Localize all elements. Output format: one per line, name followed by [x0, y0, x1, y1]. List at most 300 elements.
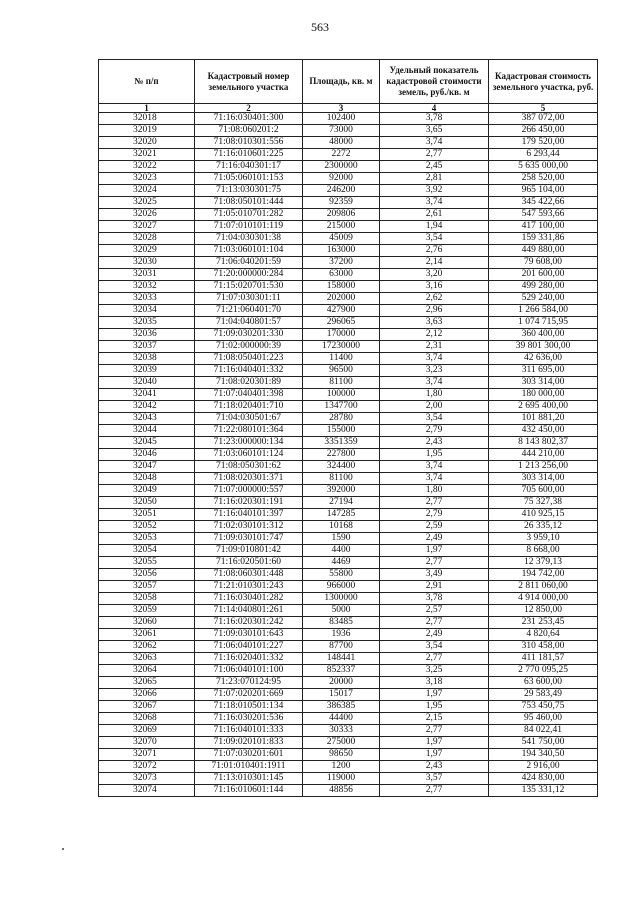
cell-cadastral-value: 310 458,00: [489, 641, 598, 653]
cell-cadastral-number: 71:01:010401:1911: [195, 761, 303, 773]
cell-specific-value: 3,63: [380, 317, 489, 329]
cell-specific-value: 2,79: [380, 425, 489, 437]
cell-area: 148441: [303, 653, 380, 665]
cell-cadastral-number: 71:23:070124:95: [195, 677, 303, 689]
table-row: [99, 557, 598, 569]
table-row: [99, 149, 598, 161]
table-row: [99, 317, 598, 329]
cell-cadastral-number: 71:16:040101:333: [195, 725, 303, 737]
cell-row-number: 32051: [99, 509, 195, 521]
cell-cadastral-number: 71:08:060301:448: [195, 569, 303, 581]
cell-row-number: 32055: [99, 557, 195, 569]
cell-row-number: 32052: [99, 521, 195, 533]
cell-row-number: 32063: [99, 653, 195, 665]
cell-row-number: 32053: [99, 533, 195, 545]
column-number-row: [99, 104, 598, 113]
cell-row-number: 32032: [99, 281, 195, 293]
cell-row-number: 32033: [99, 293, 195, 305]
cell-cadastral-number: 71:07:010101:119: [195, 221, 303, 233]
cell-specific-value: 3,20: [380, 269, 489, 281]
cell-area: 81100: [303, 473, 380, 485]
cell-cadastral-number: 71:03:060101:104: [195, 245, 303, 257]
cell-area: 92359: [303, 197, 380, 209]
cell-cadastral-number: 71:05:010701:282: [195, 209, 303, 221]
cell-row-number: 32030: [99, 257, 195, 269]
cell-area: 100000: [303, 389, 380, 401]
cell-area: 55800: [303, 569, 380, 581]
cell-specific-value: 3,54: [380, 641, 489, 653]
cell-row-number: 32023: [99, 173, 195, 185]
table-row: [99, 677, 598, 689]
cell-cadastral-number: 71:16:010601:225: [195, 149, 303, 161]
cell-area: 386385: [303, 701, 380, 713]
cell-row-number: 32060: [99, 617, 195, 629]
cell-area: 37200: [303, 257, 380, 269]
cell-row-number: 32072: [99, 761, 195, 773]
cell-cadastral-number: 71:16:020301:191: [195, 497, 303, 509]
cell-cadastral-value: 311 695,00: [489, 365, 598, 377]
cell-row-number: 32036: [99, 329, 195, 341]
cell-area: 1347700: [303, 401, 380, 413]
cell-row-number: 32046: [99, 449, 195, 461]
cell-area: 296065: [303, 317, 380, 329]
cell-specific-value: 2,77: [380, 149, 489, 161]
cell-specific-value: 1,94: [380, 221, 489, 233]
cell-cadastral-number: 71:02:000000:39: [195, 341, 303, 353]
cell-area: 30333: [303, 725, 380, 737]
table-row: [99, 521, 598, 533]
cell-cadastral-value: 2 916,00: [489, 761, 598, 773]
cell-cadastral-number: 71:09:020101:833: [195, 737, 303, 749]
cell-area: 215000: [303, 221, 380, 233]
cell-row-number: 32064: [99, 665, 195, 677]
cell-cadastral-number: 71:08:010301:556: [195, 137, 303, 149]
cell-cadastral-value: 541 750,00: [489, 737, 598, 749]
cell-area: 2300000: [303, 161, 380, 173]
cell-cadastral-number: 71:06:040101:100: [195, 665, 303, 677]
cell-row-number: 32019: [99, 125, 195, 137]
cell-cadastral-number: 71:02:030101:312: [195, 521, 303, 533]
cell-cadastral-number: 71:07:000000:557: [195, 485, 303, 497]
header-area: Площадь, кв. м: [303, 60, 380, 104]
table-row: [99, 593, 598, 605]
cell-specific-value: 3,16: [380, 281, 489, 293]
cell-row-number: 32054: [99, 545, 195, 557]
cell-cadastral-value: 345 422,66: [489, 197, 598, 209]
cell-row-number: 32050: [99, 497, 195, 509]
cell-cadastral-number: 71:16:010601:144: [195, 785, 303, 797]
cell-cadastral-number: 71:05:060101:153: [195, 173, 303, 185]
cell-cadastral-number: 71:04:030501:67: [195, 413, 303, 425]
cell-cadastral-value: 159 331,86: [489, 233, 598, 245]
cell-cadastral-number: 71:13:030301:75: [195, 185, 303, 197]
cell-cadastral-value: 231 253,45: [489, 617, 598, 629]
cell-cadastral-number: 71:08:050101:444: [195, 197, 303, 209]
cell-cadastral-value: 1 213 256,00: [489, 461, 598, 473]
cell-specific-value: 3,78: [380, 113, 489, 125]
table-row: [99, 185, 598, 197]
cell-row-number: 32025: [99, 197, 195, 209]
cell-cadastral-value: 101 881,20: [489, 413, 598, 425]
cell-cadastral-value: 410 925,15: [489, 509, 598, 521]
table-row: [99, 329, 598, 341]
cadastral-value-table: [98, 59, 598, 797]
cell-row-number: 32038: [99, 353, 195, 365]
cell-cadastral-number: 71:09:030101:643: [195, 629, 303, 641]
cell-cadastral-value: 411 181,57: [489, 653, 598, 665]
cell-area: 44400: [303, 713, 380, 725]
cell-cadastral-value: 5 635 000,00: [489, 161, 598, 173]
cell-specific-value: 2,45: [380, 161, 489, 173]
cell-area: 92000: [303, 173, 380, 185]
cell-cadastral-value: 135 331,12: [489, 785, 598, 797]
cell-row-number: 32070: [99, 737, 195, 749]
cell-row-number: 32057: [99, 581, 195, 593]
cell-row-number: 32028: [99, 233, 195, 245]
table-row: [99, 545, 598, 557]
table-row: [99, 761, 598, 773]
table-row: [99, 341, 598, 353]
cell-cadastral-value: 8 143 802,37: [489, 437, 598, 449]
cell-row-number: 32035: [99, 317, 195, 329]
cell-row-number: 32024: [99, 185, 195, 197]
column-number: 1: [99, 104, 195, 113]
cell-row-number: 32058: [99, 593, 195, 605]
cell-cadastral-number: 71:16:020301:242: [195, 617, 303, 629]
cell-cadastral-number: 71:08:050401:223: [195, 353, 303, 365]
cell-row-number: 32034: [99, 305, 195, 317]
cell-cadastral-value: 303 314,00: [489, 473, 598, 485]
cell-row-number: 32031: [99, 269, 195, 281]
cell-specific-value: 2,00: [380, 401, 489, 413]
table-header-row: [99, 60, 598, 104]
cell-cadastral-number: 71:23:000000:134: [195, 437, 303, 449]
cell-specific-value: 3,65: [380, 125, 489, 137]
cell-cadastral-number: 71:22:080101:364: [195, 425, 303, 437]
cell-cadastral-value: 2 695 400,00: [489, 401, 598, 413]
cell-row-number: 32026: [99, 209, 195, 221]
cell-row-number: 32073: [99, 773, 195, 785]
cell-specific-value: 3,18: [380, 677, 489, 689]
cell-specific-value: 2,49: [380, 629, 489, 641]
cell-cadastral-value: 266 450,00: [489, 125, 598, 137]
table-row: [99, 449, 598, 461]
cell-cadastral-value: 29 583,49: [489, 689, 598, 701]
cell-cadastral-value: 417 100,00: [489, 221, 598, 233]
cell-cadastral-value: 75 327,38: [489, 497, 598, 509]
cell-specific-value: 2,49: [380, 533, 489, 545]
cell-row-number: 32027: [99, 221, 195, 233]
table-row: [99, 425, 598, 437]
cell-cadastral-number: 71:08:020301:89: [195, 377, 303, 389]
cell-specific-value: 3,78: [380, 593, 489, 605]
cell-specific-value: 2,77: [380, 557, 489, 569]
cell-area: 48000: [303, 137, 380, 149]
table-row: [99, 353, 598, 365]
cell-row-number: 32039: [99, 365, 195, 377]
table-row: [99, 125, 598, 137]
cell-cadastral-number: 71:09:030201:330: [195, 329, 303, 341]
cell-specific-value: 2,14: [380, 257, 489, 269]
cell-cadastral-number: 71:07:030201:601: [195, 749, 303, 761]
cell-row-number: 32074: [99, 785, 195, 797]
cell-area: 155000: [303, 425, 380, 437]
cell-cadastral-number: 71:14:040801:261: [195, 605, 303, 617]
cell-area: 15017: [303, 689, 380, 701]
table-row: [99, 629, 598, 641]
cell-cadastral-number: 71:13:010301:145: [195, 773, 303, 785]
cell-area: 4469: [303, 557, 380, 569]
table-row: [99, 497, 598, 509]
cell-row-number: 32047: [99, 461, 195, 473]
cell-specific-value: 2,81: [380, 173, 489, 185]
cell-area: 20000: [303, 677, 380, 689]
column-number: 4: [380, 104, 489, 113]
cell-area: 1200: [303, 761, 380, 773]
cell-area: 1590: [303, 533, 380, 545]
cell-cadastral-number: 71:16:030201:536: [195, 713, 303, 725]
cell-specific-value: 2,43: [380, 437, 489, 449]
cell-cadastral-number: 71:16:040101:397: [195, 509, 303, 521]
cell-cadastral-value: 753 450,75: [489, 701, 598, 713]
cell-cadastral-value: 1 074 715,95: [489, 317, 598, 329]
cell-specific-value: 2,96: [380, 305, 489, 317]
cell-specific-value: 3,92: [380, 185, 489, 197]
header-specific-value: Удельный показатель кадастровой стоимости земель, руб./кв. м: [380, 60, 489, 104]
cell-cadastral-value: 499 280,00: [489, 281, 598, 293]
cell-area: 202000: [303, 293, 380, 305]
cell-row-number: 32021: [99, 149, 195, 161]
table-row: [99, 161, 598, 173]
cell-specific-value: 3,74: [380, 377, 489, 389]
cell-area: 73000: [303, 125, 380, 137]
cell-specific-value: 2,62: [380, 293, 489, 305]
cell-cadastral-value: 26 335,12: [489, 521, 598, 533]
cell-specific-value: 2,77: [380, 725, 489, 737]
cell-area: 170000: [303, 329, 380, 341]
cell-cadastral-value: 42 636,00: [489, 353, 598, 365]
table-row: [99, 653, 598, 665]
cell-cadastral-number: 71:21:010301:243: [195, 581, 303, 593]
cell-area: 246200: [303, 185, 380, 197]
cell-specific-value: 2,15: [380, 713, 489, 725]
cell-area: 87700: [303, 641, 380, 653]
table-row: [99, 665, 598, 677]
cell-row-number: 32069: [99, 725, 195, 737]
cell-cadastral-number: 71:08:060201:2: [195, 125, 303, 137]
cell-cadastral-value: 1 266 584,00: [489, 305, 598, 317]
cell-specific-value: 1,97: [380, 545, 489, 557]
cell-specific-value: 3,23: [380, 365, 489, 377]
cell-area: 966000: [303, 581, 380, 593]
cell-cadastral-number: 71:16:020401:332: [195, 653, 303, 665]
table-row: [99, 281, 598, 293]
cell-cadastral-value: 303 314,00: [489, 377, 598, 389]
cell-specific-value: 2,77: [380, 497, 489, 509]
table-row: [99, 509, 598, 521]
cell-area: 27194: [303, 497, 380, 509]
cell-cadastral-value: 424 830,00: [489, 773, 598, 785]
cell-cadastral-value: 444 210,00: [489, 449, 598, 461]
cell-area: 98650: [303, 749, 380, 761]
table-row: [99, 473, 598, 485]
header-cadastral-number: Кадастровый номер земельного участка: [195, 60, 303, 104]
cell-specific-value: 3,74: [380, 137, 489, 149]
cell-specific-value: 2,59: [380, 521, 489, 533]
cell-specific-value: 1,95: [380, 449, 489, 461]
cell-row-number: 32059: [99, 605, 195, 617]
table-row: [99, 173, 598, 185]
cell-specific-value: 3,74: [380, 353, 489, 365]
cell-specific-value: 1,97: [380, 749, 489, 761]
cell-area: 81100: [303, 377, 380, 389]
cell-cadastral-value: 201 600,00: [489, 269, 598, 281]
cell-cadastral-value: 432 450,00: [489, 425, 598, 437]
cell-cadastral-number: 71:20:000000:284: [195, 269, 303, 281]
table-row: [99, 437, 598, 449]
cell-row-number: 32066: [99, 689, 195, 701]
cell-cadastral-number: 71:16:040301:17: [195, 161, 303, 173]
cell-area: 158000: [303, 281, 380, 293]
cell-area: 83485: [303, 617, 380, 629]
cell-cadastral-value: 79 608,00: [489, 257, 598, 269]
cell-specific-value: 2,76: [380, 245, 489, 257]
cell-cadastral-number: 71:06:040201:59: [195, 257, 303, 269]
cell-specific-value: 1,97: [380, 737, 489, 749]
cell-cadastral-value: 12 379,13: [489, 557, 598, 569]
cell-cadastral-value: 179 520,00: [489, 137, 598, 149]
cell-cadastral-value: 705 600,00: [489, 485, 598, 497]
cell-row-number: 32049: [99, 485, 195, 497]
cell-row-number: 32065: [99, 677, 195, 689]
cell-cadastral-value: 258 520,00: [489, 173, 598, 185]
table-body: [99, 113, 598, 797]
cell-row-number: 32071: [99, 749, 195, 761]
cell-area: 4400: [303, 545, 380, 557]
cell-cadastral-value: 6 293,44: [489, 149, 598, 161]
cell-cadastral-number: 71:08:020301:371: [195, 473, 303, 485]
cell-specific-value: 3,74: [380, 461, 489, 473]
cell-cadastral-number: 71:08:050301:62: [195, 461, 303, 473]
cell-cadastral-number: 71:07:030301:11: [195, 293, 303, 305]
cell-cadastral-number: 71:09:030101:747: [195, 533, 303, 545]
table-row: [99, 413, 598, 425]
cell-cadastral-value: 194 340,50: [489, 749, 598, 761]
header-row-number: № п/п: [99, 60, 195, 104]
cell-row-number: 32040: [99, 377, 195, 389]
table-row: [99, 137, 598, 149]
page-number: 563: [311, 20, 329, 34]
cell-cadastral-number: 71:07:020201:669: [195, 689, 303, 701]
cell-cadastral-value: 2 811 060,00: [489, 581, 598, 593]
cell-specific-value: 2,79: [380, 509, 489, 521]
column-number: 3: [303, 104, 380, 113]
cell-area: 227800: [303, 449, 380, 461]
table-row: [99, 257, 598, 269]
cell-cadastral-value: 360 400,00: [489, 329, 598, 341]
cell-row-number: 32043: [99, 413, 195, 425]
cell-cadastral-number: 71:16:020501:60: [195, 557, 303, 569]
cell-specific-value: 1,95: [380, 701, 489, 713]
table-row: [99, 269, 598, 281]
table-row: [99, 581, 598, 593]
cell-row-number: 32061: [99, 629, 195, 641]
cell-cadastral-number: 71:16:040401:332: [195, 365, 303, 377]
cell-row-number: 32056: [99, 569, 195, 581]
cell-specific-value: 3,57: [380, 773, 489, 785]
cell-row-number: 32068: [99, 713, 195, 725]
cell-area: 17230000: [303, 341, 380, 353]
cell-area: 852337: [303, 665, 380, 677]
cell-area: 28780: [303, 413, 380, 425]
table-row: [99, 701, 598, 713]
cell-row-number: 32042: [99, 401, 195, 413]
cell-specific-value: 2,77: [380, 617, 489, 629]
cell-cadastral-value: 39 801 300,00: [489, 341, 598, 353]
column-number: 2: [195, 104, 303, 113]
cell-specific-value: 2,77: [380, 653, 489, 665]
table-row: [99, 641, 598, 653]
cell-specific-value: 2,61: [380, 209, 489, 221]
cell-cadastral-number: 71:16:030401:300: [195, 113, 303, 125]
cell-cadastral-value: 387 072,00: [489, 113, 598, 125]
table-row: [99, 209, 598, 221]
cell-area: 119000: [303, 773, 380, 785]
cell-row-number: 32018: [99, 113, 195, 125]
cell-row-number: 32048: [99, 473, 195, 485]
header-cadastral-value: Кадастровая стоимость земельного участка, руб.: [489, 60, 598, 104]
cell-row-number: 32062: [99, 641, 195, 653]
cell-cadastral-value: 4 820,64: [489, 629, 598, 641]
cell-area: 45009: [303, 233, 380, 245]
cell-cadastral-value: 180 000,00: [489, 389, 598, 401]
cell-cadastral-value: 529 240,00: [489, 293, 598, 305]
cell-specific-value: 1,97: [380, 689, 489, 701]
cell-area: 324400: [303, 461, 380, 473]
cell-area: 1936: [303, 629, 380, 641]
cell-specific-value: 1,80: [380, 485, 489, 497]
cell-area: 48856: [303, 785, 380, 797]
table-row: [99, 293, 598, 305]
table-row: [99, 533, 598, 545]
cell-area: 96500: [303, 365, 380, 377]
table-row: [99, 365, 598, 377]
cell-area: 275000: [303, 737, 380, 749]
cell-cadastral-value: 63 600,00: [489, 677, 598, 689]
cell-row-number: 32041: [99, 389, 195, 401]
table-row: [99, 737, 598, 749]
cell-area: 2272: [303, 149, 380, 161]
cell-cadastral-value: 12 850,00: [489, 605, 598, 617]
table-row: [99, 605, 598, 617]
table-row: [99, 773, 598, 785]
cell-row-number: 32044: [99, 425, 195, 437]
cell-area: 427900: [303, 305, 380, 317]
table-row: [99, 725, 598, 737]
cell-specific-value: 3,25: [380, 665, 489, 677]
cell-row-number: 32037: [99, 341, 195, 353]
cell-area: 63000: [303, 269, 380, 281]
cell-cadastral-number: 71:07:040401:398: [195, 389, 303, 401]
cell-specific-value: 1,80: [380, 389, 489, 401]
cell-row-number: 32029: [99, 245, 195, 257]
cell-specific-value: 2,12: [380, 329, 489, 341]
cell-cadastral-value: 95 460,00: [489, 713, 598, 725]
cell-cadastral-value: 84 022,41: [489, 725, 598, 737]
cell-specific-value: 2,57: [380, 605, 489, 617]
cell-cadastral-number: 71:18:020401:710: [195, 401, 303, 413]
cell-cadastral-value: 547 593,66: [489, 209, 598, 221]
